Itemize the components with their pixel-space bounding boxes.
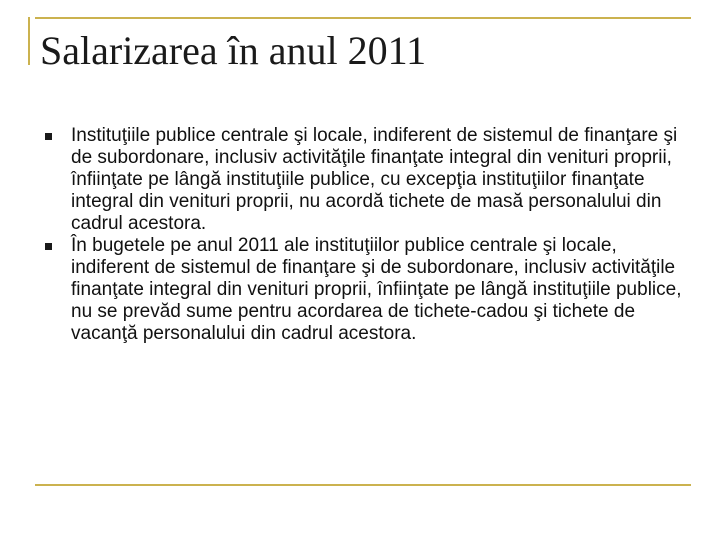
bullet-list bbox=[45, 125, 690, 345]
bullet-item bbox=[45, 235, 690, 345]
bullet-text: Instituţiile publice centrale şi locale, indiferent de sistemul de finanţare şi de subordonare, inclusiv activităţile finanţate integral din venituri proprii, înfiinţate pe lângă instituţiile publice, cu excepţia instituţiilor finanţate integral din venituri proprii, nu acordă tichete de masă personalului din cadrul acestora. bbox=[71, 125, 678, 234]
left-accent-rule bbox=[28, 17, 30, 65]
slide-title: Salarizarea în anul 2011 bbox=[40, 28, 427, 73]
bullet-item bbox=[45, 125, 690, 235]
top-accent-rule bbox=[35, 17, 691, 19]
bullet-text: În bugetele pe anul 2011 ale instituţiilor publice centrale şi locale, indiferent de sistemul de finanţare şi de subordonare, inclusiv activităţile finanţate integral din venituri proprii, înfiinţate pe lângă instituţiile publice, nu se prevăd sume pentru acordarea de tichete-cadou şi tichete de vacanţă personalului din cadrul acestora. bbox=[71, 235, 682, 344]
square-bullet-icon bbox=[45, 243, 52, 250]
square-bullet-icon bbox=[45, 133, 52, 140]
bottom-accent-rule bbox=[35, 484, 691, 486]
